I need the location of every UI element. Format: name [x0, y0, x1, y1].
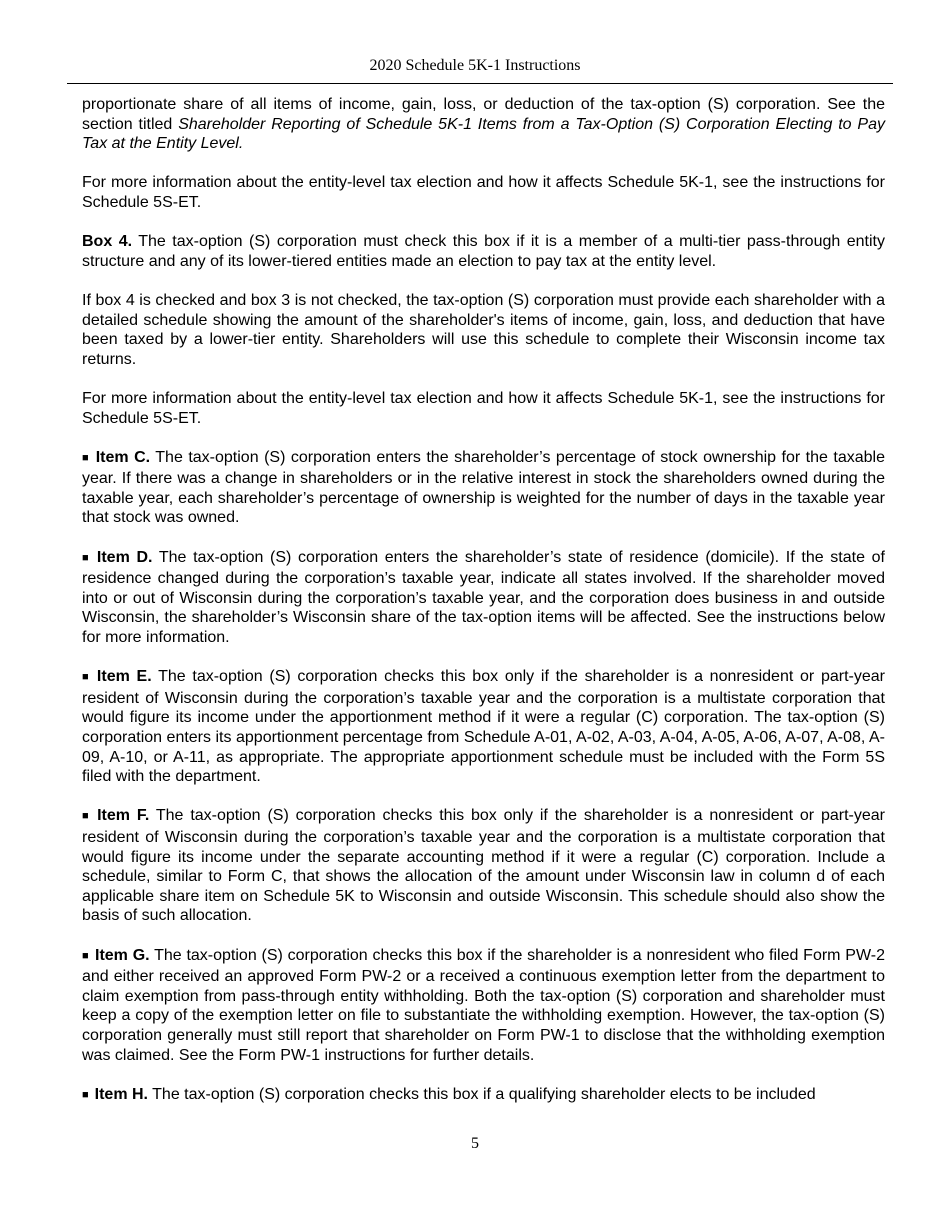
- paragraph-item-h: [82, 1085, 885, 1107]
- bullet-icon: ■: [82, 551, 91, 564]
- bullet-icon: ■: [82, 671, 91, 684]
- paragraph-text: The tax-option (S) corporation checks this box if a qualifying shareholder elects to be included: [148, 1085, 816, 1103]
- item-g-label: Item G.: [95, 946, 150, 964]
- page-number: 5: [471, 1135, 479, 1152]
- paragraph-item-e: [82, 667, 885, 787]
- document-body: [82, 95, 885, 1126]
- paragraph-text: The tax-option (S) corporation checks this box only if the shareholder is a nonresident or part-year resident of Wisconsin during the corporation’s taxable year and the corporation is a multistate corporation that would figure its income under the separate accounting method if it were a regular (C) corporation. Include a schedule, similar to Form C, that shows the allocation of the amount under Wisconsin law in column d of each applicable share item on Schedule 5K to Wisconsin and outside Wisconsin. This schedule should also show the basis of such allocation.: [82, 807, 885, 925]
- paragraph-entity-level-info: For more information about the entity-level tax election and how it affects Schedule 5K-1, see the instructions for Schedule 5S-ET.: [82, 174, 885, 211]
- paragraph-item-d: [82, 548, 885, 648]
- page-header: 2020 Schedule 5K-1 Instructions: [369, 57, 581, 74]
- bullet-icon: ■: [82, 810, 92, 823]
- bullet-icon: ■: [82, 949, 89, 962]
- item-h-label: Item H.: [94, 1085, 148, 1103]
- header-divider: [67, 83, 893, 84]
- item-f-label: Item F.: [97, 807, 150, 825]
- paragraph-text: The tax-option (S) corporation checks this box if the shareholder is a nonresident who filed Form PW-2 and either received an approved Form PW-2 or a received a continuous exemption letter from the department to claim exemption from pass-through entity withholding. Both the tax-option (S) corporation and shareholder must keep a copy of the exemption letter on file to substantiate the withholding exemption. However, the tax-option (S) corporation generally must still report that shareholder on Form PW-1 to disclose that the withholding exemption was claimed. See the Form PW-1 instructions for further details.: [82, 946, 886, 1064]
- box-4-label: Box 4.: [82, 233, 133, 251]
- item-e-label: Item E.: [96, 668, 152, 686]
- paragraph-item-c: [82, 448, 885, 528]
- paragraph-item-f: [82, 806, 885, 926]
- paragraph-entity-level-info-2: For more information about the entity-level tax election and how it affects Schedule 5K-1, see the instructions for Schedule 5S-ET.: [82, 389, 885, 427]
- paragraph-text: The tax-option (S) corporation checks this box only if the shareholder is a nonresident or part-year resident of Wisconsin during the corporation’s taxable year and the corporation is a multistate corporation that would figure its income under the apportionment method if it were a regular (C) corporation. The tax-option (S) corporation enters its apportionment percentage from Schedule A-01, A-02, A-03, A-04, A-05, A-06, A-07, A-08, A-09, A-10, or A-11, as appropriate. The appropriate apportionment schedule must be included with the Form 5S filed with the department.: [82, 668, 885, 786]
- paragraph-text: The tax-option (S) corporation enters the shareholder’s state of residence (domicile). If the state of residence changed during the corporation’s taxable year, indicate all states involved. If the shareholder moved into or out of Wisconsin during the corporation’s taxable year, and the corporation does business in and outside Wisconsin, the shareholder’s Wisconsin share of the tax-option items will be affected. See the instructions below for more information.: [82, 548, 886, 647]
- paragraph-text: The tax-option (S) corporation must check this box if it is a member of a multi-tier pass-through entity structure and any of its lower-tiered entities made an election to pay tax at the entity level.: [82, 233, 885, 270]
- paragraph-box-4-detail: If box 4 is checked and box 3 is not checked, the tax-option (S) corporation must provide each shareholder with a detailed schedule showing the amount of the shareholder's items of income, gain, loss, and deduction that have been taxed by a lower-tier entity. Shareholders will use this schedule to complete their Wisconsin income tax returns.: [82, 291, 885, 368]
- section-reference: Shareholder Reporting of Schedule 5K-1 Items from a Tax-Option (S) Corporation Electing to Pay Tax at the Entity Level.: [82, 115, 885, 153]
- paragraph-intro: [82, 95, 885, 154]
- paragraph-box-4: [82, 232, 885, 271]
- paragraph-item-g: [82, 946, 885, 1066]
- paragraph-text: proportionate share of all items of income, gain, loss, or deduction of the tax-option (S) corporation. See the section titled: [82, 96, 885, 133]
- item-d-label: Item D.: [96, 548, 153, 566]
- item-c-label: Item C.: [95, 448, 151, 466]
- bullet-icon: ■: [82, 1088, 89, 1101]
- paragraph-text: The tax-option (S) corporation enters the shareholder’s percentage of stock ownership for the taxable year. If there was a change in shareholders or in the relative interest in stock the shareholders owned during the taxable year, each shareholder’s percentage of ownership is weighted for the number of days in the taxable year that stock was owned.: [82, 448, 885, 527]
- bullet-icon: ■: [82, 451, 90, 464]
